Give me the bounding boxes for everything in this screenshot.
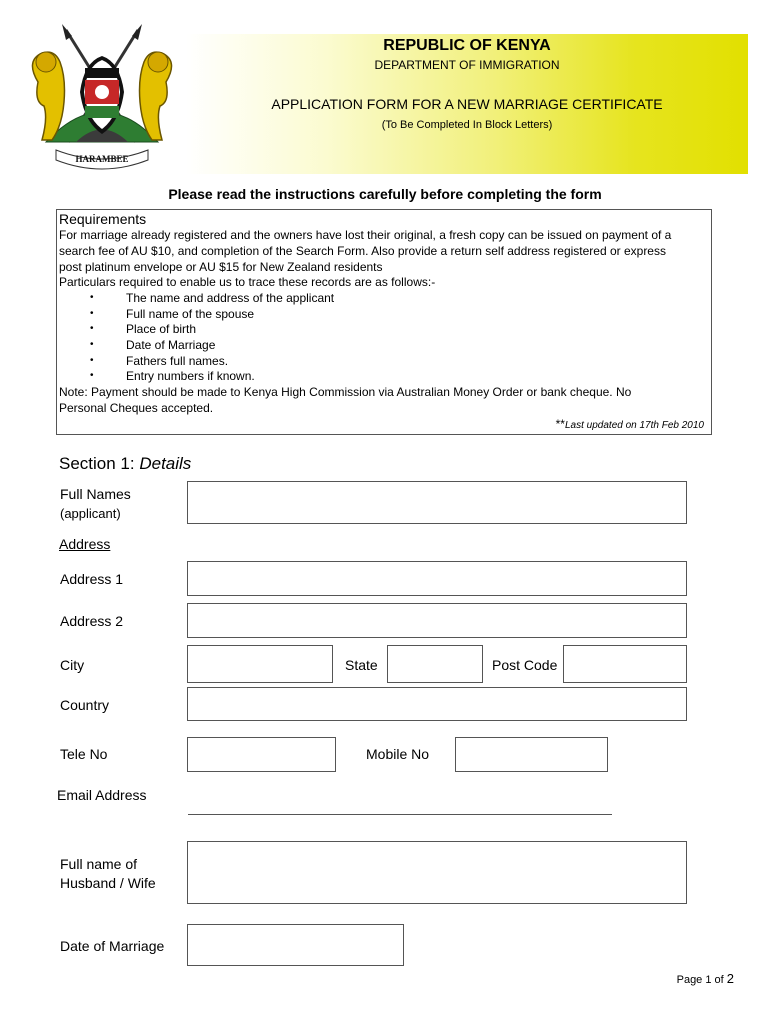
address1-label: Address 1 xyxy=(60,571,124,587)
bullet-icon: • xyxy=(90,339,94,350)
state-label: State xyxy=(345,657,378,673)
spouse-label-line1: Full name of xyxy=(60,856,138,872)
date-of-marriage-input[interactable] xyxy=(187,924,404,966)
country-input[interactable] xyxy=(187,687,687,721)
bullet-icon: • xyxy=(90,323,94,334)
bullet-icon: • xyxy=(90,355,94,366)
post-code-label: Post Code xyxy=(492,657,558,673)
requirements-line: post platinum envelope or AU $15 for New Zealand residents xyxy=(59,260,383,274)
kenya-coat-of-arms-icon xyxy=(16,22,188,172)
requirements-title: Requirements xyxy=(59,211,147,227)
spouse-label-line2: Husband / Wife xyxy=(60,875,156,891)
date-of-marriage-label: Date of Marriage xyxy=(60,938,165,954)
country-label: Country xyxy=(60,697,110,713)
payment-note-line: Personal Cheques accepted. xyxy=(59,401,214,415)
form-title: APPLICATION FORM FOR A NEW MARRIAGE CERTIFICATE xyxy=(271,96,663,112)
form-subtitle: (To Be Completed In Block Letters) xyxy=(381,119,553,131)
department-title: DEPARTMENT OF IMMIGRATION xyxy=(374,58,560,72)
requirement-bullet: Date of Marriage xyxy=(126,338,216,352)
section-name: Details xyxy=(139,454,192,473)
page-number-prefix: Page 1 of xyxy=(676,974,724,986)
country-title: REPUBLIC OF KENYA xyxy=(383,37,551,54)
email-input[interactable] xyxy=(188,812,612,815)
city-input[interactable] xyxy=(187,645,333,683)
tele-no-label: Tele No xyxy=(60,746,108,762)
section-heading xyxy=(59,454,191,474)
state-input[interactable] xyxy=(387,645,483,683)
page-number xyxy=(677,971,734,986)
mobile-no-input[interactable] xyxy=(455,737,608,772)
full-names-input[interactable] xyxy=(187,481,687,524)
page-total: 2 xyxy=(726,971,734,986)
requirements-line: search fee of AU $10, and completion of the Search Form. Also provide a return self address registered or express xyxy=(59,244,666,258)
section-number: Section 1: xyxy=(59,454,135,473)
address-heading: Address xyxy=(59,536,111,552)
address2-input[interactable] xyxy=(187,603,687,638)
spouse-name-input[interactable] xyxy=(187,841,687,904)
bullet-icon: • xyxy=(90,370,94,381)
bullet-icon: • xyxy=(90,292,94,303)
requirement-bullet: Entry numbers if known. xyxy=(126,369,255,383)
last-updated-text: Last updated on 17th Feb 2010 xyxy=(564,420,704,431)
requirement-bullet: Full name of the spouse xyxy=(126,307,255,321)
payment-note-line: Note: Payment should be made to Kenya High Commission via Australian Money Order or bank cheque. No xyxy=(59,385,632,399)
instructions-heading: Please read the instructions carefully before completing the form xyxy=(168,186,602,202)
requirement-bullet: Place of birth xyxy=(126,322,197,336)
mobile-no-label: Mobile No xyxy=(366,746,430,762)
address2-label: Address 2 xyxy=(60,613,124,629)
requirement-bullet: The name and address of the applicant xyxy=(126,291,335,305)
applicant-label: (applicant) xyxy=(60,506,121,521)
address1-input[interactable] xyxy=(187,561,687,596)
requirement-bullet: Fathers full names. xyxy=(126,354,229,368)
last-updated-marker: ** xyxy=(555,417,565,431)
requirements-line: Particulars required to enable us to trace these records are as follows:- xyxy=(59,275,436,289)
bullet-icon: • xyxy=(90,308,94,319)
full-names-label: Full Names xyxy=(60,486,131,502)
email-label: Email Address xyxy=(57,787,147,803)
emblem-motto: HARAMBEE xyxy=(75,154,129,164)
city-label: City xyxy=(60,657,85,673)
post-code-input[interactable] xyxy=(563,645,687,683)
last-updated xyxy=(556,417,704,431)
requirements-line: For marriage already registered and the owners have lost their original, a fresh copy can be issued on payment of a xyxy=(59,228,672,242)
tele-no-input[interactable] xyxy=(187,737,336,772)
